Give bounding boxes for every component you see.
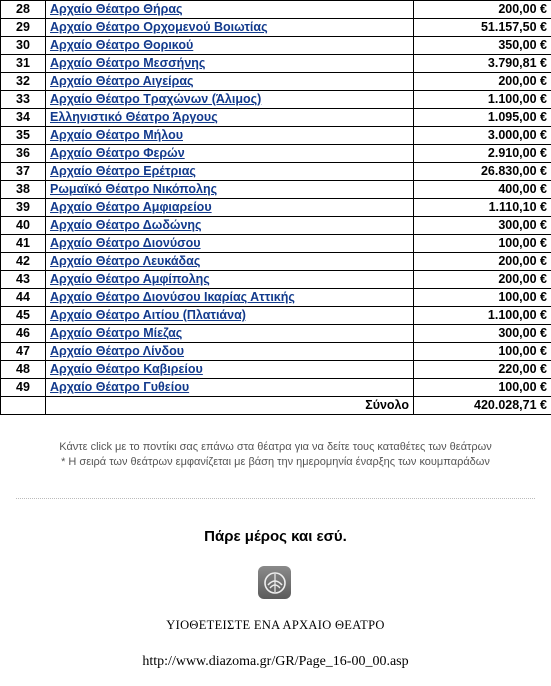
donation-amount: 1.095,00 € (414, 109, 551, 127)
theatre-name-cell (46, 343, 414, 361)
theatre-link[interactable]: Αρχαίο Θέατρο Λευκάδας (50, 254, 201, 268)
theatre-link[interactable]: Αρχαίο Θέατρο Γυθείου (50, 380, 190, 394)
theatre-link[interactable]: Αρχαίο Θέατρο Αμφιαρείου (50, 200, 212, 214)
donation-amount: 350,00 € (414, 37, 551, 55)
donation-amount: 220,00 € (414, 361, 551, 379)
theatre-link[interactable]: Αρχαίο Θέατρο Φερών (50, 146, 185, 160)
table-row (1, 253, 551, 271)
table-row (1, 127, 551, 145)
theatre-name-cell (46, 109, 414, 127)
theatre-link[interactable]: Αρχαίο Θέατρο Θορικού (50, 38, 194, 52)
table-row (1, 325, 551, 343)
theatre-name-cell (46, 145, 414, 163)
theatre-name-cell (46, 55, 414, 73)
theatre-name-cell (46, 73, 414, 91)
theatre-link[interactable]: Αρχαίο Θέατρο Τραχώνων (Άλιμος) (50, 92, 262, 106)
theatre-link[interactable]: Αρχαίο Θέατρο Ερέτριας (50, 164, 196, 178)
table-row (1, 163, 551, 181)
table-row (1, 181, 551, 199)
row-number: 36 (1, 145, 46, 163)
theatre-link[interactable]: Αρχαίο Θέατρο Διονύσου Ικαρίας Αττικής (50, 290, 295, 304)
donation-amount: 3.000,00 € (414, 127, 551, 145)
row-number: 42 (1, 253, 46, 271)
row-number: 44 (1, 289, 46, 307)
theatre-link[interactable]: Αρχαίο Θέατρο Αιτίου (Πλατιάνα) (50, 308, 246, 322)
table-row (1, 199, 551, 217)
theatre-name-cell (46, 325, 414, 343)
theatre-link[interactable]: Αρχαίο Θέατρο Λίνδου (50, 344, 185, 358)
theatre-link[interactable]: Ελληνιστικό Θέατρο Άργους (50, 110, 218, 124)
donation-amount: 1.110,10 € (414, 199, 551, 217)
donation-amount: 51.157,50 € (414, 19, 551, 37)
row-number: 30 (1, 37, 46, 55)
table-row (1, 109, 551, 127)
donation-amount: 200,00 € (414, 271, 551, 289)
theatre-link[interactable]: Αρχαίο Θέατρο Αιγείρας (50, 74, 194, 88)
theatre-link[interactable]: Αρχαίο Θέατρο Μήλου (50, 128, 183, 142)
table-row (1, 307, 551, 325)
donation-amount: 100,00 € (414, 343, 551, 361)
adopt-theatre-caption: ΥΙΟΘΕΤΕΙΣΤΕ ΕΝΑ ΑΡΧΑΙΟ ΘΕΑΤΡΟ (166, 618, 385, 632)
table-row (1, 379, 551, 397)
donation-amount: 200,00 € (414, 1, 551, 19)
theatre-name-cell (46, 37, 414, 55)
table-row (1, 235, 551, 253)
theatre-link[interactable]: Αρχαίο Θέατρο Ορχομενού Βοιωτίας (50, 20, 268, 34)
donation-amount: 26.830,00 € (414, 163, 551, 181)
row-number: 33 (1, 91, 46, 109)
theatre-name-cell (46, 91, 414, 109)
instructions-note (0, 440, 551, 470)
table-row (1, 343, 551, 361)
table-row (1, 271, 551, 289)
diazoma-logo-icon[interactable] (258, 566, 291, 599)
donation-amount: 1.100,00 € (414, 307, 551, 325)
donation-amount: 100,00 € (414, 289, 551, 307)
row-number: 35 (1, 127, 46, 145)
donation-amount: 2.910,00 € (414, 145, 551, 163)
donation-amount: 100,00 € (414, 235, 551, 253)
theatre-link[interactable]: Αρχαίο Θέατρο Μίεζας (50, 326, 183, 340)
theatre-name-cell (46, 289, 414, 307)
theatre-link[interactable]: Αρχαίο Θέατρο Θήρας (50, 2, 183, 16)
donation-amount: 3.790,81 € (414, 55, 551, 73)
row-number: 43 (1, 271, 46, 289)
note-line-order: * Η σειρά των θεάτρων εμφανίζεται με βάση την ημερομηνία έναρξης των κουμπαράδων (61, 456, 490, 468)
slogan-heading: Πάρε μέρος και εσύ. (204, 528, 347, 545)
donation-amount: 100,00 € (414, 379, 551, 397)
theatre-link[interactable]: Αρχαίο Θέατρο Μεσσήνης (50, 56, 206, 70)
dotted-divider (16, 498, 535, 499)
row-number: 28 (1, 1, 46, 19)
row-number: 47 (1, 343, 46, 361)
theatre-link[interactable]: Ρωμαϊκό Θέατρο Νικόπολης (50, 182, 218, 196)
theatre-name-cell (46, 217, 414, 235)
donation-amount: 1.100,00 € (414, 91, 551, 109)
donation-amount: 300,00 € (414, 325, 551, 343)
row-number: 32 (1, 73, 46, 91)
theatre-link[interactable]: Αρχαίο Θέατρο Διονύσου (50, 236, 201, 250)
total-row (1, 397, 551, 415)
total-empty-cell (1, 397, 46, 415)
theatre-name-cell (46, 253, 414, 271)
table-row (1, 361, 551, 379)
row-number: 40 (1, 217, 46, 235)
theatre-name-cell (46, 307, 414, 325)
page-url[interactable]: http://www.diazoma.gr/GR/Page_16-00_00.asp (142, 654, 409, 669)
table-row (1, 1, 551, 19)
table-row (1, 55, 551, 73)
row-number: 48 (1, 361, 46, 379)
theatre-link[interactable]: Αρχαίο Θέατρο Δωδώνης (50, 218, 202, 232)
donation-amount: 200,00 € (414, 73, 551, 91)
theatre-name-cell (46, 235, 414, 253)
theatre-name-cell (46, 271, 414, 289)
theatre-name-cell (46, 127, 414, 145)
theatre-name-cell (46, 19, 414, 37)
table-row (1, 289, 551, 307)
row-number: 41 (1, 235, 46, 253)
row-number: 38 (1, 181, 46, 199)
theatre-link[interactable]: Αρχαίο Θέατρο Αμφίπολης (50, 272, 210, 286)
row-number: 31 (1, 55, 46, 73)
table-row (1, 19, 551, 37)
row-number: 29 (1, 19, 46, 37)
theatre-name-cell (46, 1, 414, 19)
donation-amount: 400,00 € (414, 181, 551, 199)
table-row (1, 91, 551, 109)
theatre-name-cell (46, 199, 414, 217)
row-number: 46 (1, 325, 46, 343)
theatre-name-cell (46, 361, 414, 379)
total-label: Σύνολο (46, 397, 414, 415)
donation-amount: 200,00 € (414, 253, 551, 271)
donation-amount: 300,00 € (414, 217, 551, 235)
theatre-name-cell (46, 163, 414, 181)
table-row (1, 217, 551, 235)
total-amount: 420.028,71 € (414, 397, 551, 415)
row-number: 49 (1, 379, 46, 397)
theatre-name-cell (46, 181, 414, 199)
row-number: 39 (1, 199, 46, 217)
row-number: 34 (1, 109, 46, 127)
table-row (1, 73, 551, 91)
row-number: 37 (1, 163, 46, 181)
row-number: 45 (1, 307, 46, 325)
table-row (1, 145, 551, 163)
theatre-name-cell (46, 379, 414, 397)
note-line-click: Κάντε click με το ποντίκι σας επάνω στα θέατρα για να δείτε τους καταθέτες των θεάτρων (59, 441, 492, 453)
table-row (1, 37, 551, 55)
theatre-link[interactable]: Αρχαίο Θέατρο Καβιρείου (50, 362, 203, 376)
